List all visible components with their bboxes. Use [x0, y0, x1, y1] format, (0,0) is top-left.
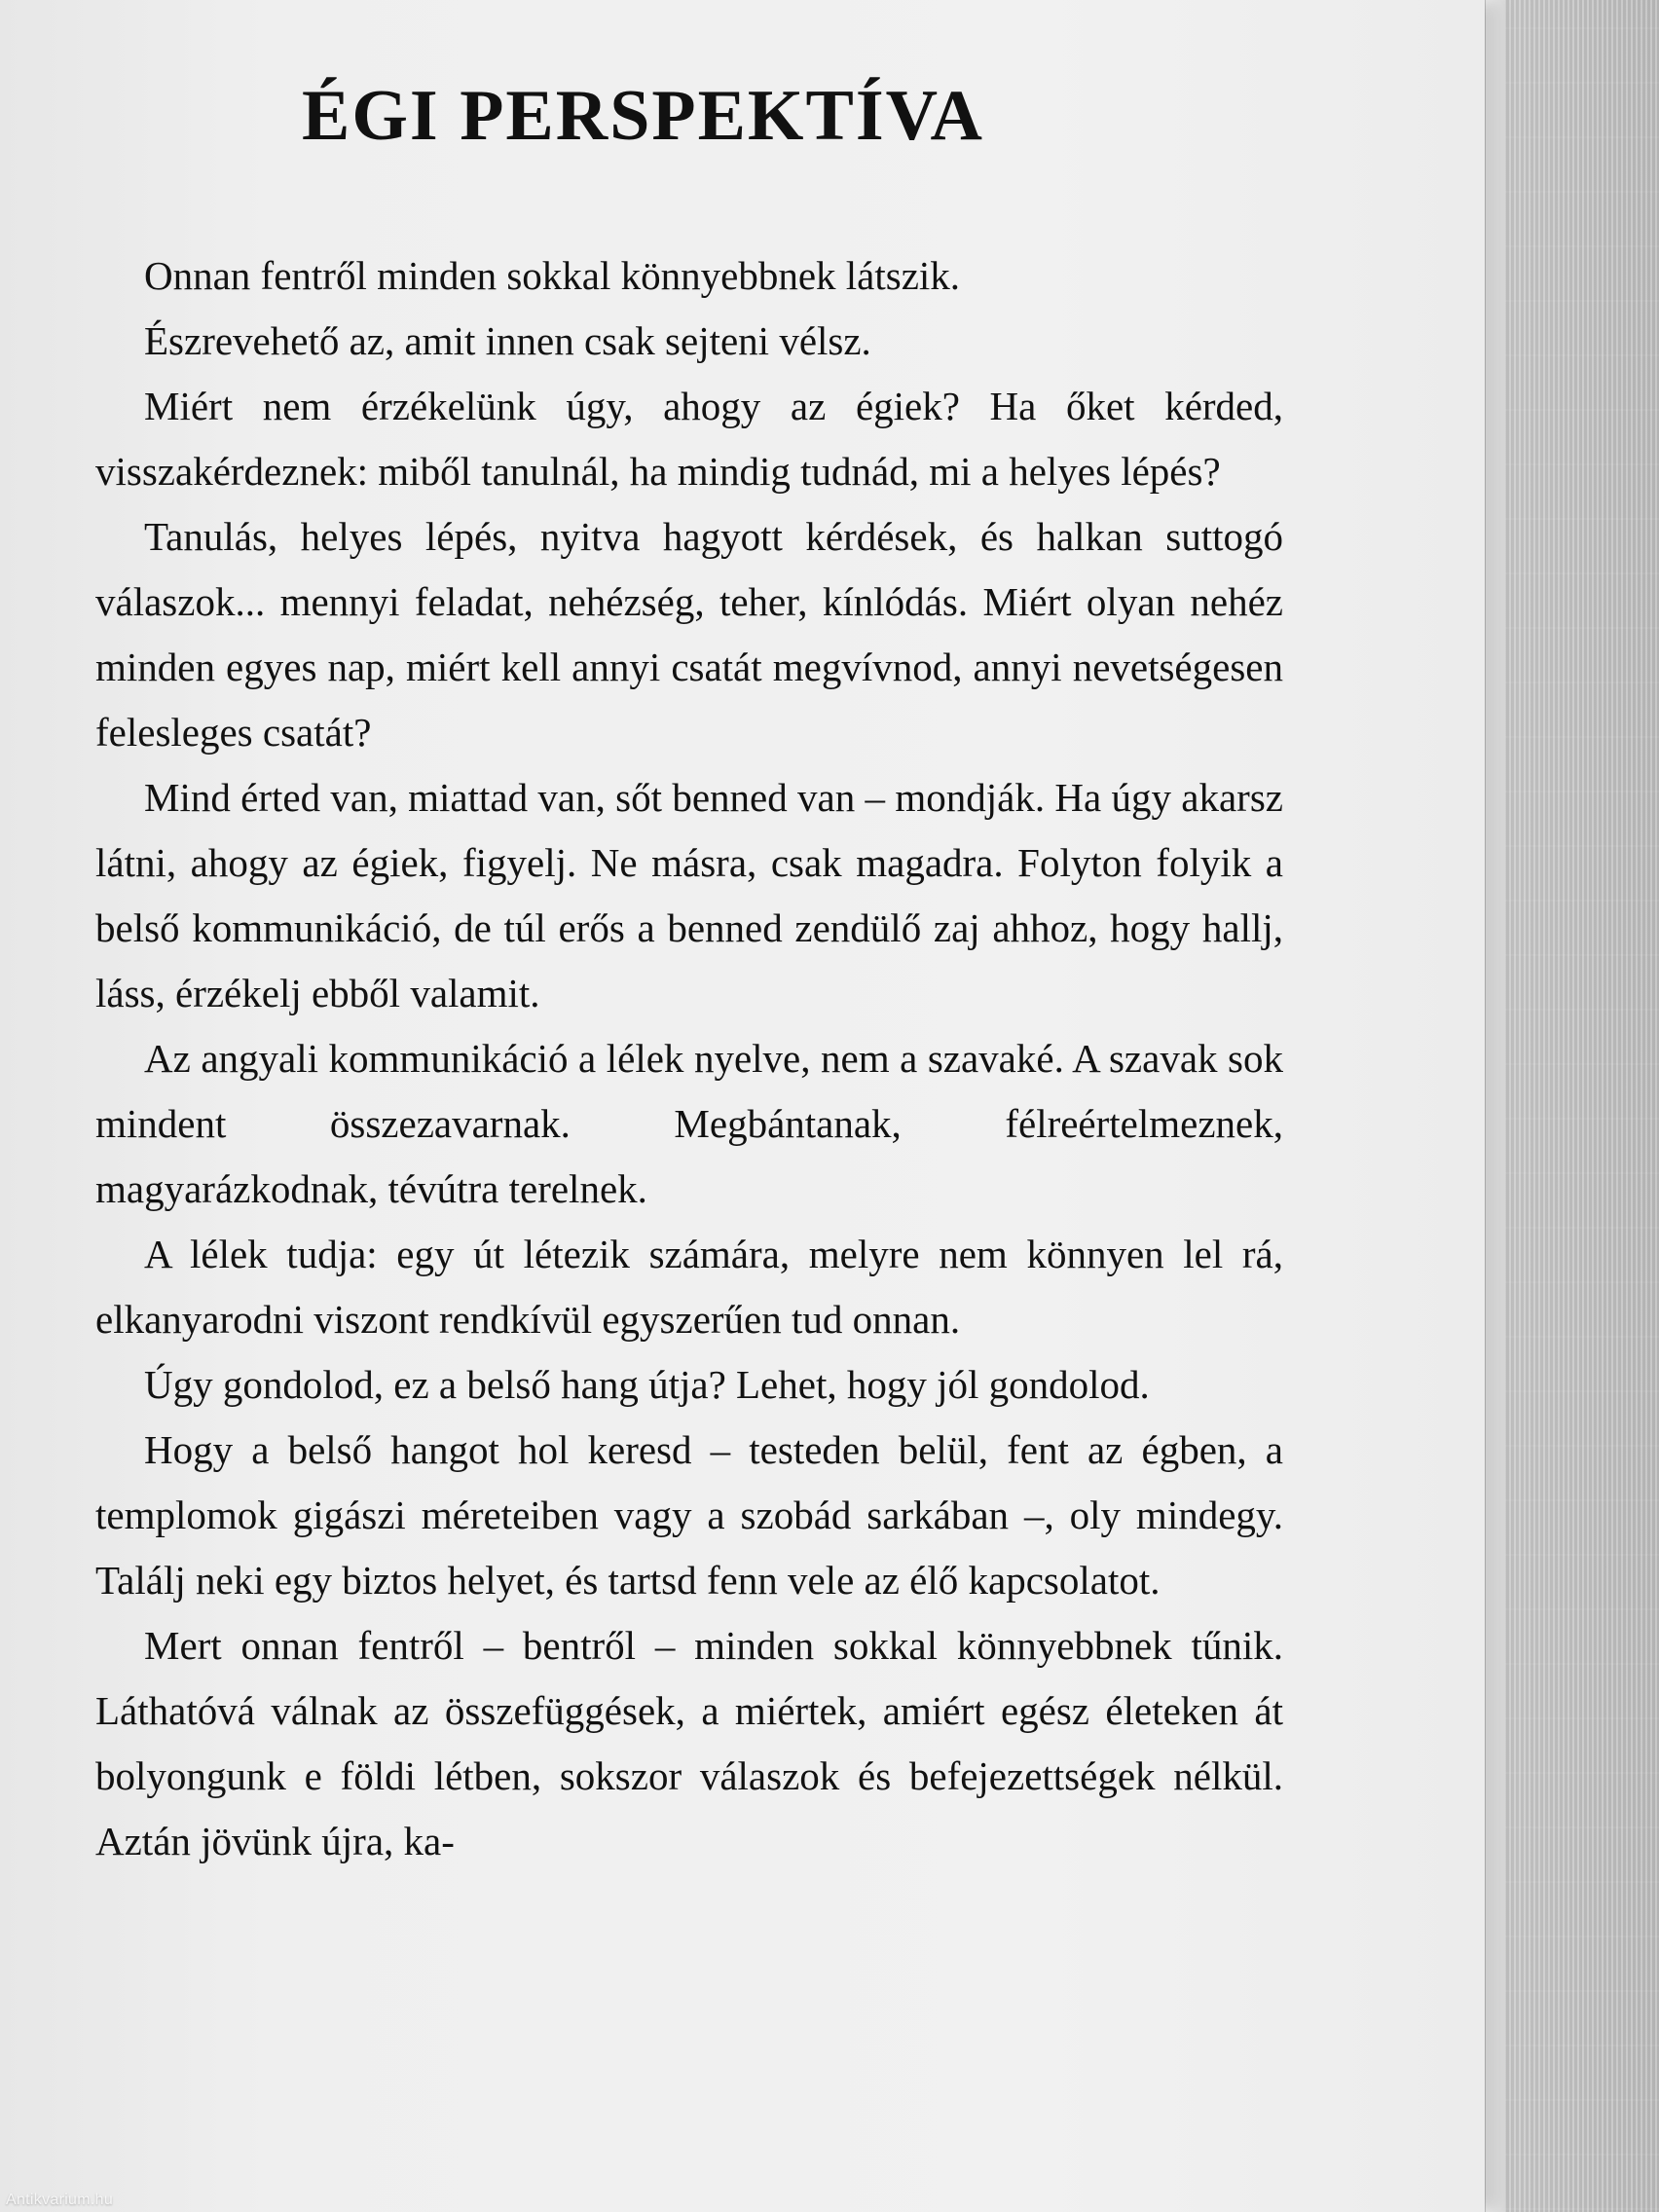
paragraph-4: Tanulás, helyes lépés, nyitva hagyott kérdések, és halkan suttogó válaszok... mennyi feladat, nehézség, teher, kínlódás. Miért olyan nehéz minden egyes nap, miért kell annyi csatát megvívnod, annyi nevetségesen felesleges csatát? — [95, 514, 1283, 755]
page-edge — [1485, 0, 1505, 2212]
paragraph-9: Hogy a belső hangot hol keresd – testeden belül, fent az égben, a templomok gigászi méreteiben vagy a szobád sarkában –, oly mindegy. Találj neki egy biztos helyet, és tartsd fenn vele az élő kapcsolatot. — [95, 1427, 1283, 1603]
page-title: ÉGI PERSPEKTÍVA — [302, 76, 984, 156]
paragraph-6: Az angyali kommunikáció a lélek nyelve, nem a szavaké. A szavak sok mindent összezavarnak. Megbántanak, félreértelmeznek, magyarázkodnak, tévútra terelnek. — [95, 1036, 1283, 1211]
paper-stack — [1504, 0, 1659, 2212]
paragraph-2: Észrevehető az, amit innen csak sejteni vélsz. — [144, 318, 871, 363]
paragraph-3: Miért nem érzékelünk úgy, ahogy az égiek? Ha őket kérded, visszakérdeznek: miből tanulnál, ha mindig tudnád, mi a helyes lépés? — [95, 384, 1283, 494]
watermark-text: Antikvarium.hu — [6, 2192, 114, 2208]
paragraph-10: Mert onnan fentről – bentről – minden sokkal könnyebbnek tűnik. Láthatóvá válnak az összefüggések, a miértek, amiért egész életeken át bolyongunk e földi létben, sokszor válaszok és befejezettségek nélkül. Aztán jövünk újra, ka- — [95, 1623, 1283, 1863]
paragraph-5: Mind érted van, miattad van, sőt benned van – mondják. Ha úgy akarsz látni, ahogy az égiek, figyelj. Ne másra, csak magadra. Folyton folyik a belső kommunikáció, de túl erős a benned zendülő zaj ahhoz, hogy hallj, láss, érzékelj ebből valamit. — [95, 775, 1283, 1015]
body-text — [95, 243, 1283, 1874]
paragraph-8: Úgy gondolod, ez a belső hang útja? Lehet, hogy jól gondolod. — [144, 1362, 1150, 1407]
paragraph-7: A lélek tudja: egy út létezik számára, melyre nem könnyen lel rá, elkanyarodni viszont rendkívül egyszerűen tud onnan. — [95, 1232, 1283, 1342]
paragraph-1: Onnan fentről minden sokkal könnyebbnek látszik. — [144, 253, 961, 298]
